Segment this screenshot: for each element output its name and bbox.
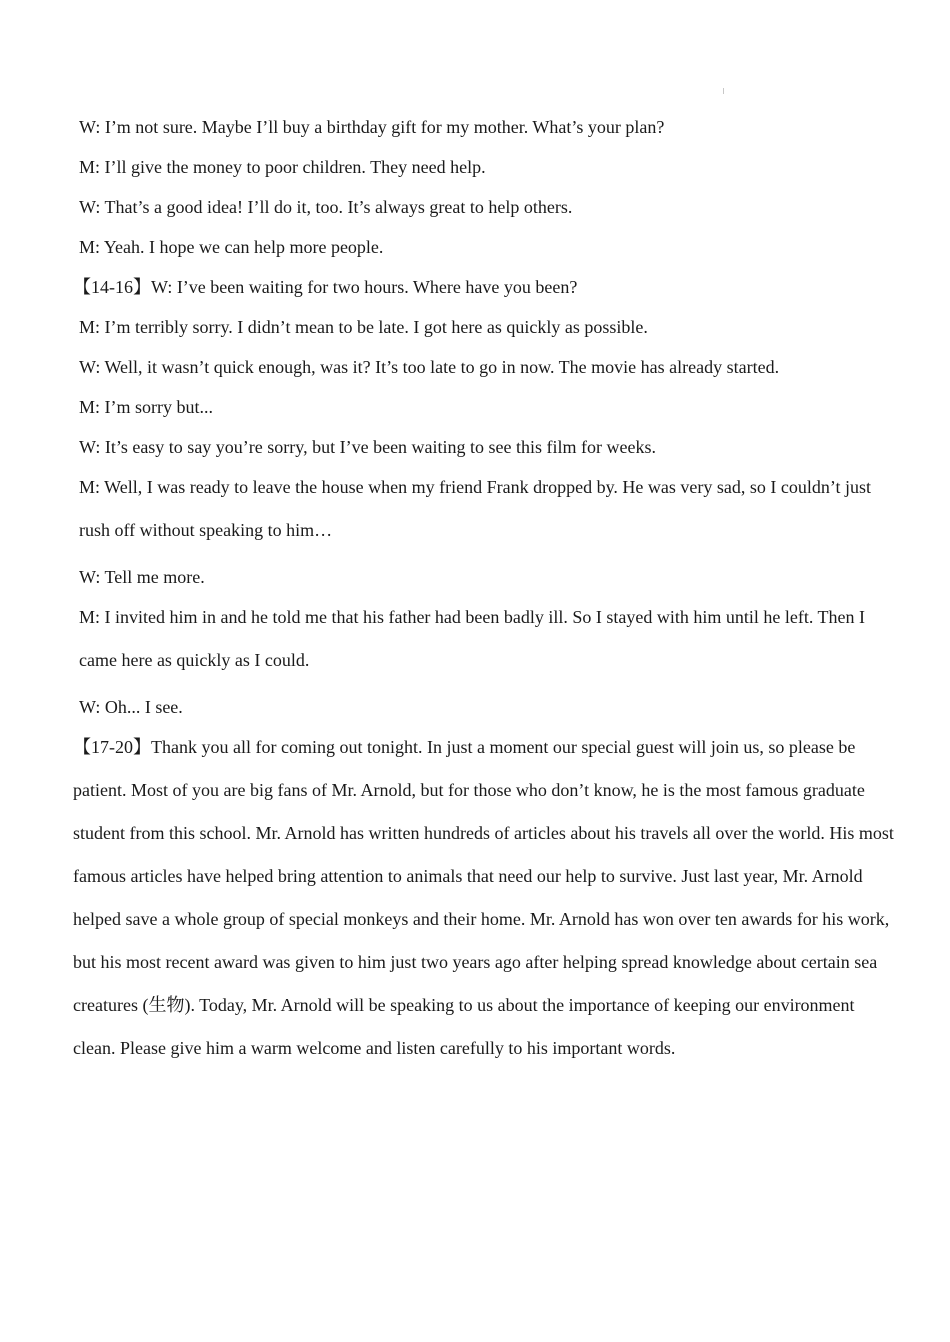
dialogue-line: M: I’ll give the money to poor children. They need help.: [79, 157, 486, 177]
dialogue-paragraph-father: M: I invited him in and he told me that his father had been badly ill. So I stayed with him until he left. Then I came here as quickly as I could.: [79, 607, 866, 670]
transcript-body: [73, 112, 897, 1080]
dialogue-line: M: I’m terribly sorry. I didn’t mean to be late. I got here as quickly as possible.: [79, 317, 648, 337]
dialogue-line: M: Yeah. I hope we can help more people.: [79, 237, 384, 257]
dialogue-line: W: Tell me more.: [79, 567, 205, 587]
dialogue-line: W: That’s a good idea! I’ll do it, too. It’s always great to help others.: [79, 197, 573, 217]
dialogue-line: W: Oh... I see.: [79, 697, 183, 717]
dialogue-line: W: Well, it wasn’t quick enough, was it? It’s too late to go in now. The movie has already started.: [79, 357, 780, 377]
dialogue-line: W: It’s easy to say you’re sorry, but I’ve been waiting to see this film for weeks.: [79, 437, 657, 457]
section-17-20-speech: 【17-20】Thank you all for coming out tonight. In just a moment our special guest will join us, so please be patient. Most of you are big fans of Mr. Arnold, but for those who don’t know, he is the most famous graduate student from this school. Mr. Arnold has written hundreds of articles about his travels all over the world. His most famous articles have helped bring attention to animals that need our help to survive. Just last year, Mr. Arnold helped save a whole group of special monkeys and their home. Mr. Arnold has won over ten awards for his work, but his most recent award was given to him just two years ago after helping spread knowledge about certain sea creatures (生物). Today, Mr. Arnold will be speaking to us about the importance of keeping our environment clean. Please give him a warm welcome and listen carefully to his important words.: [73, 737, 894, 1058]
dialogue-line: M: I’m sorry but...: [79, 397, 213, 417]
dialogue-paragraph-frank: M: Well, I was ready to leave the house when my friend Frank dropped by. He was very sad, so I couldn’t just rush off without speaking to him…: [79, 477, 872, 540]
page-corner-mark: [723, 88, 724, 94]
section-14-16-start: 【14-16】W: I’ve been waiting for two hours. Where have you been?: [73, 277, 578, 297]
dialogue-line: W: I’m not sure. Maybe I’ll buy a birthday gift for my mother. What’s your plan?: [79, 117, 665, 137]
